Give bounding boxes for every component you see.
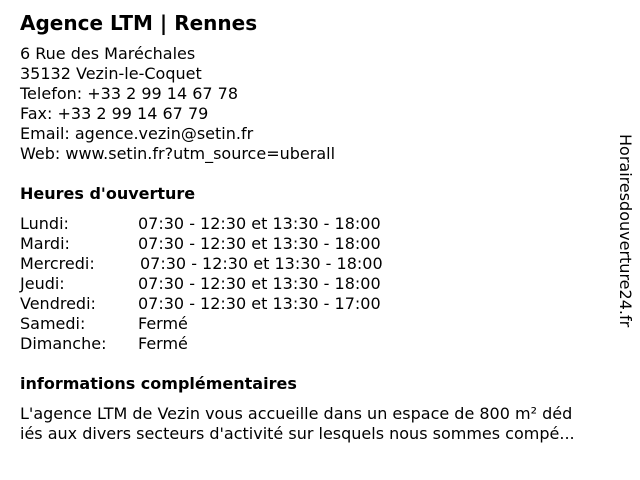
hours-time: Fermé: [138, 314, 188, 333]
hours-day: Dimanche:: [20, 334, 107, 353]
opening-hours-table: [20, 214, 383, 354]
address-street: 6 Rue des Maréchales: [20, 44, 196, 63]
hours-time: 07:30 - 12:30 et 13:30 - 18:00: [140, 254, 383, 273]
address-block: [20, 44, 335, 164]
hours-day: Vendredi:: [20, 294, 96, 313]
additional-info-text: [20, 404, 620, 444]
hours-row-friday: [20, 294, 383, 314]
hours-day: Mercredi:: [20, 254, 95, 273]
fax-text: Fax: +33 2 99 14 67 79: [20, 104, 209, 123]
hours-row-sunday: [20, 334, 383, 354]
hours-day: Jeudi:: [20, 274, 65, 293]
info-line: L'agence LTM de Vezin vous accueille dans un espace de 800 m² déd: [20, 404, 573, 423]
hours-row-wednesday: [20, 254, 383, 274]
hours-time: Fermé: [138, 334, 188, 353]
hours-row-thursday: [20, 274, 383, 294]
additional-info-heading: informations complémentaires: [20, 374, 297, 393]
page-title: Agence LTM | Rennes: [20, 11, 258, 35]
hours-time: 07:30 - 12:30 et 13:30 - 18:00: [138, 234, 381, 253]
opening-hours-heading: Heures d'ouverture: [20, 184, 196, 203]
info-line: iés aux divers secteurs d'activité sur lesquels nous sommes compé...: [20, 424, 575, 443]
hours-day: Lundi:: [20, 214, 69, 233]
phone-text: Telefon: +33 2 99 14 67 78: [20, 84, 239, 103]
hours-row-monday: [20, 214, 383, 234]
hours-row-saturday: [20, 314, 383, 334]
website-text: Web: www.setin.fr?utm_source=uberall: [20, 144, 336, 163]
hours-day: Samedi:: [20, 314, 86, 333]
hours-time: 07:30 - 12:30 et 13:30 - 18:00: [138, 274, 381, 293]
hours-time: 07:30 - 12:30 et 13:30 - 17:00: [138, 294, 381, 313]
hours-row-tuesday: [20, 234, 383, 254]
site-watermark: Horairesdouverture24.fr: [616, 134, 635, 328]
hours-day: Mardi:: [20, 234, 70, 253]
address-city: 35132 Vezin-le-Coquet: [20, 64, 202, 83]
hours-time: 07:30 - 12:30 et 13:30 - 18:00: [138, 214, 381, 233]
email-text: Email: agence.vezin@setin.fr: [20, 124, 254, 143]
